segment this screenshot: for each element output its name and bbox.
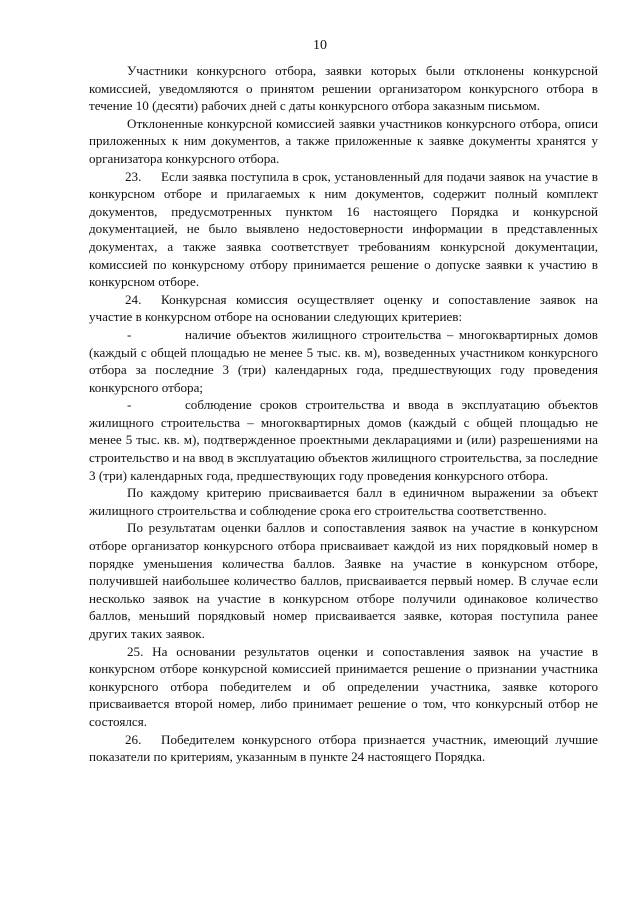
clause-number: 23. [125,168,142,184]
clause-text: Победителем конкурсного отбора признается участник, имеющий лучшие показатели по критериям, указанным в пункте 24 настоящего Порядка. [89,731,598,765]
criterion-text: наличие объектов жилищного строительства – многоквартирных домов (каждый с общей площадью не менее 5 тыс. кв. м), возведенных участником конкурсного отбора за последние 3 (три) календарных года, предшествующих году проведения конкурсного отбора; [89,326,598,395]
paragraph-rejected-storage: Отклоненные конкурсной комиссией заявки участников конкурсного отбора, описи приложенных к ним документов, а также приложенные к заявке документы хранятся у организатора конкурсного отбора. [89,115,598,166]
criterion-item [89,396,598,484]
clause-number: 24. [125,291,142,307]
paragraph-rejected-notification: Участники конкурсного отбора, заявки которых были отклонены конкурсной комиссией, уведомляются о принятом решении организатором конкурсного отбора в течение 10 (десяти) рабочих дней с даты конкурсного отбора заказным письмом. [89,63,598,114]
clause-23 [89,168,598,291]
dash-marker: - [127,326,132,342]
document-body [89,62,598,766]
clause-text: Если заявка поступила в срок, установленный для подачи заявок на участие в конкурсном отборе и прилагаемых к ним документов, содержит полный комплект документов, предусмотренных пунктом 16 настоящего Порядка и конкурсной документацией, не было выявлено недостоверности информации в представленных документах, а также заявка соответствует требованиям конкурсной документации, комиссией по конкурсному отбору принимается решение о допуске заявки к участию в конкурсном отборе. [89,168,598,290]
clause-24 [89,291,598,326]
clause-26 [89,731,598,766]
criterion-text: соблюдение сроков строительства и ввода в эксплуатацию объектов жилищного строительства – многоквартирных домов (каждый с общей площадью не менее 5 тыс. кв. м), подтвержденное проектными декларациями и (или) разрешениями на строительство и на ввод в эксплуатацию объектов жилищного строительства, за последние 3 (три) календарных года, предшествующих году проведения конкурсного отбора. [89,397,598,483]
criterion-item [89,326,598,396]
paragraph-scoring: По каждому критерию присваивается балл в единичном выражении за объект жилищного строительства и соблюдение срока его строительства соответственно. [89,485,598,518]
clause-text: Конкурсная комиссия осуществляет оценку и сопоставление заявок на участие в конкурсном отборе на основании следующих критериев: [89,291,598,325]
paragraph-ranking: По результатам оценки баллов и сопоставления заявок на участие в конкурсном отборе организатор конкурсного отбора присваивает каждой из них порядковый номер в порядке уменьшения количества баллов. Заявке на участие в конкурсном отборе, получившей наибольшее количество баллов, присваивается первый номер. В случае если несколько заявок на участие в конкурсном отборе получили одинаковое количество баллов, меньший порядковый номер присваивается заявке, которая поступила ранее других таких заявок. [89,520,598,641]
page-number: 10 [313,38,327,53]
clause-25: 25. На основании результатов оценки и сопоставления заявок на участие в конкурсном отборе конкурсной комиссией принимается решение о признании участника конкурсного отбора победителем и об определении участника, заявке которого присваивается второй номер, либо принимает решение о том, что конкурсный отбор не состоялся. [89,643,598,729]
clause-number: 26. [125,731,142,747]
dash-marker: - [127,397,132,413]
